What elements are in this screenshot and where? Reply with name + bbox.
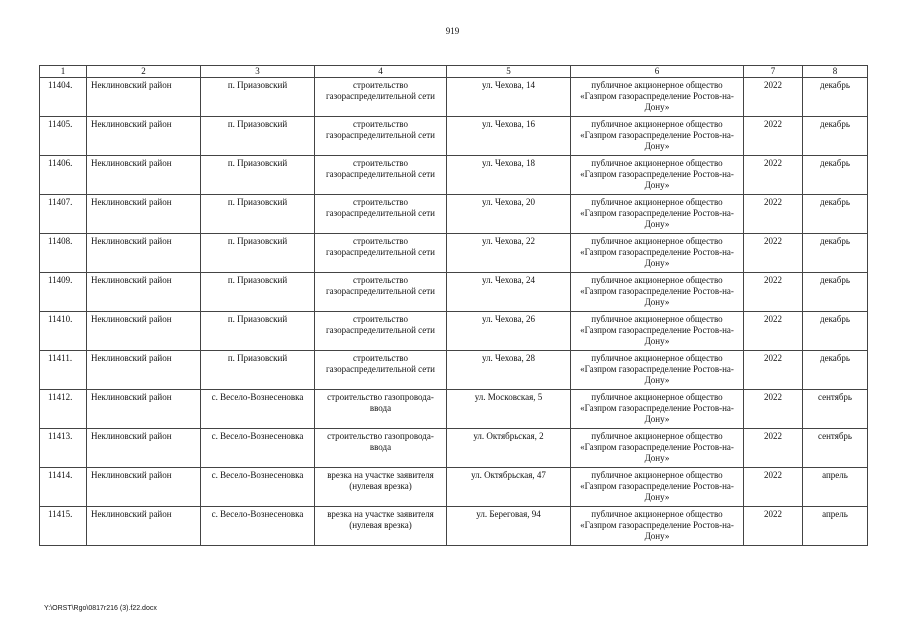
year-cell: 2022 xyxy=(744,273,803,312)
month-cell: декабрь xyxy=(803,312,868,351)
organization-cell: публичное акционерное общество «Газпром газораспределение Ростов-на-Дону» xyxy=(571,351,744,390)
row-number: 11408. xyxy=(40,234,87,273)
row-number: 11413. xyxy=(40,429,87,468)
table-row xyxy=(40,156,868,195)
row-number: 11414. xyxy=(40,468,87,507)
table-row xyxy=(40,78,868,117)
address-cell: ул. Чехова, 18 xyxy=(447,156,571,195)
district-cell: Неклиновский район xyxy=(87,312,201,351)
organization-cell: публичное акционерное общество «Газпром газораспределение Ростов-на-Дону» xyxy=(571,273,744,312)
table-row xyxy=(40,195,868,234)
address-cell: ул. Октябрьская, 2 xyxy=(447,429,571,468)
column-header: 8 xyxy=(803,66,868,78)
locality-cell: п. Приазовский xyxy=(201,195,315,234)
organization-cell: публичное акционерное общество «Газпром газораспределение Ростов-на-Дону» xyxy=(571,390,744,429)
district-cell: Неклиновский район xyxy=(87,78,201,117)
month-cell: декабрь xyxy=(803,273,868,312)
month-cell: сентябрь xyxy=(803,429,868,468)
district-cell: Неклиновский район xyxy=(87,507,201,546)
table-row xyxy=(40,390,868,429)
work-cell: строительство газораспределительной сети xyxy=(315,117,447,156)
year-cell: 2022 xyxy=(744,195,803,234)
year-cell: 2022 xyxy=(744,507,803,546)
locality-cell: с. Весело-Вознесеновка xyxy=(201,390,315,429)
row-number: 11404. xyxy=(40,78,87,117)
district-cell: Неклиновский район xyxy=(87,429,201,468)
row-number: 11405. xyxy=(40,117,87,156)
address-cell: ул. Чехова, 20 xyxy=(447,195,571,234)
year-cell: 2022 xyxy=(744,468,803,507)
organization-cell: публичное акционерное общество «Газпром газораспределение Ростов-на-Дону» xyxy=(571,156,744,195)
month-cell: сентябрь xyxy=(803,390,868,429)
registry-table xyxy=(39,65,868,546)
locality-cell: с. Весело-Вознесеновка xyxy=(201,429,315,468)
address-cell: ул. Октябрьская, 47 xyxy=(447,468,571,507)
locality-cell: п. Приазовский xyxy=(201,312,315,351)
column-header: 5 xyxy=(447,66,571,78)
row-number: 11407. xyxy=(40,195,87,234)
column-header: 3 xyxy=(201,66,315,78)
work-cell: строительство газораспределительной сети xyxy=(315,78,447,117)
work-cell: врезка на участке заявителя (нулевая врезка) xyxy=(315,468,447,507)
locality-cell: с. Весело-Вознесеновка xyxy=(201,468,315,507)
row-number: 11406. xyxy=(40,156,87,195)
year-cell: 2022 xyxy=(744,351,803,390)
year-cell: 2022 xyxy=(744,78,803,117)
table-body xyxy=(40,78,868,546)
address-cell: ул. Чехова, 24 xyxy=(447,273,571,312)
address-cell: ул. Береговая, 94 xyxy=(447,507,571,546)
work-cell: строительство газопровода-ввода xyxy=(315,429,447,468)
district-cell: Неклиновский район xyxy=(87,117,201,156)
organization-cell: публичное акционерное общество «Газпром газораспределение Ростов-на-Дону» xyxy=(571,195,744,234)
locality-cell: п. Приазовский xyxy=(201,351,315,390)
month-cell: декабрь xyxy=(803,78,868,117)
header-row xyxy=(40,66,868,78)
work-cell: строительство газораспределительной сети xyxy=(315,312,447,351)
organization-cell: публичное акционерное общество «Газпром газораспределение Ростов-на-Дону» xyxy=(571,78,744,117)
column-header: 4 xyxy=(315,66,447,78)
table-row xyxy=(40,468,868,507)
table-row xyxy=(40,351,868,390)
year-cell: 2022 xyxy=(744,390,803,429)
locality-cell: п. Приазовский xyxy=(201,156,315,195)
organization-cell: публичное акционерное общество «Газпром газораспределение Ростов-на-Дону» xyxy=(571,468,744,507)
district-cell: Неклиновский район xyxy=(87,234,201,273)
work-cell: строительство газораспределительной сети xyxy=(315,234,447,273)
year-cell: 2022 xyxy=(744,429,803,468)
year-cell: 2022 xyxy=(744,117,803,156)
row-number: 11411. xyxy=(40,351,87,390)
address-cell: ул. Чехова, 16 xyxy=(447,117,571,156)
row-number: 11409. xyxy=(40,273,87,312)
locality-cell: п. Приазовский xyxy=(201,234,315,273)
address-cell: ул. Чехова, 22 xyxy=(447,234,571,273)
district-cell: Неклиновский район xyxy=(87,273,201,312)
month-cell: декабрь xyxy=(803,234,868,273)
district-cell: Неклиновский район xyxy=(87,195,201,234)
organization-cell: публичное акционерное общество «Газпром газораспределение Ростов-на-Дону» xyxy=(571,429,744,468)
year-cell: 2022 xyxy=(744,156,803,195)
column-header: 1 xyxy=(40,66,87,78)
table-row xyxy=(40,117,868,156)
table-row xyxy=(40,234,868,273)
district-cell: Неклиновский район xyxy=(87,390,201,429)
year-cell: 2022 xyxy=(744,234,803,273)
table-row xyxy=(40,273,868,312)
work-cell: строительство газораспределительной сети xyxy=(315,195,447,234)
organization-cell: публичное акционерное общество «Газпром газораспределение Ростов-на-Дону» xyxy=(571,234,744,273)
month-cell: декабрь xyxy=(803,156,868,195)
file-path-footer: Y:\ORST\Rgo\0817r216 (3).f22.docx xyxy=(44,605,157,612)
month-cell: декабрь xyxy=(803,117,868,156)
locality-cell: п. Приазовский xyxy=(201,273,315,312)
address-cell: ул. Чехова, 14 xyxy=(447,78,571,117)
address-cell: ул. Чехова, 28 xyxy=(447,351,571,390)
column-header: 2 xyxy=(87,66,201,78)
organization-cell: публичное акционерное общество «Газпром газораспределение Ростов-на-Дону» xyxy=(571,117,744,156)
organization-cell: публичное акционерное общество «Газпром газораспределение Ростов-на-Дону» xyxy=(571,312,744,351)
month-cell: декабрь xyxy=(803,195,868,234)
year-cell: 2022 xyxy=(744,312,803,351)
work-cell: врезка на участке заявителя (нулевая врезка) xyxy=(315,507,447,546)
work-cell: строительство газопровода-ввода xyxy=(315,390,447,429)
column-header: 7 xyxy=(744,66,803,78)
address-cell: ул. Чехова, 26 xyxy=(447,312,571,351)
work-cell: строительство газораспределительной сети xyxy=(315,273,447,312)
table-row xyxy=(40,429,868,468)
month-cell: декабрь xyxy=(803,351,868,390)
table-row xyxy=(40,507,868,546)
locality-cell: с. Весело-Вознесеновка xyxy=(201,507,315,546)
work-cell: строительство газораспределительной сети xyxy=(315,351,447,390)
address-cell: ул. Московская, 5 xyxy=(447,390,571,429)
district-cell: Неклиновский район xyxy=(87,351,201,390)
column-header: 6 xyxy=(571,66,744,78)
locality-cell: п. Приазовский xyxy=(201,117,315,156)
row-number: 11410. xyxy=(40,312,87,351)
month-cell: апрель xyxy=(803,507,868,546)
work-cell: строительство газораспределительной сети xyxy=(315,156,447,195)
month-cell: апрель xyxy=(803,468,868,507)
page-number: 919 xyxy=(445,26,460,36)
row-number: 11412. xyxy=(40,390,87,429)
organization-cell: публичное акционерное общество «Газпром газораспределение Ростов-на-Дону» xyxy=(571,507,744,546)
table-row xyxy=(40,312,868,351)
locality-cell: п. Приазовский xyxy=(201,78,315,117)
district-cell: Неклиновский район xyxy=(87,468,201,507)
district-cell: Неклиновский район xyxy=(87,156,201,195)
row-number: 11415. xyxy=(40,507,87,546)
